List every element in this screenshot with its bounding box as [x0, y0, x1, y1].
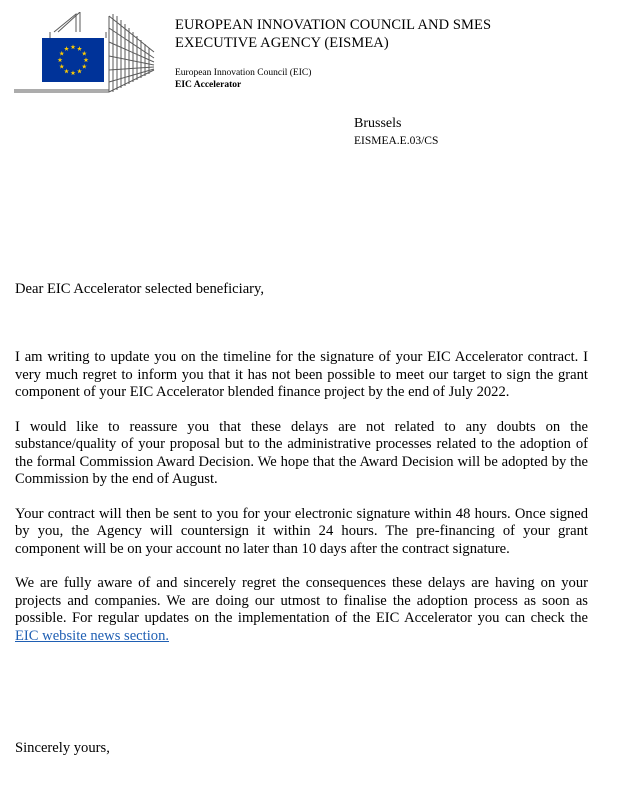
paragraph-with-link — [15, 575, 588, 645]
agency-header — [175, 16, 605, 52]
agency-name-line2: EXECUTIVE AGENCY (EISMEA) — [175, 35, 389, 51]
salutation: Dear EIC Accelerator selected beneficiary, — [15, 281, 265, 297]
city: Brussels — [354, 116, 402, 131]
unit-info — [175, 67, 311, 91]
paragraph: I would like to reassure you that these delays are not related to any doubts on the substance/quality of your proposal but to the administrative processes related to the adoption of the formal Commission Award Decision. We hope that the Award Decision will be adopted by the Commission by the end of August. — [15, 418, 588, 487]
reference-number: EISMEA.E.03/CS — [354, 135, 439, 147]
programme-name: EIC Accelerator — [175, 80, 242, 90]
paragraph-text: We are fully aware of and sincerely regret the consequences these delays are having on your projects and companies. We are doing our utmost to finalise the adoption process as soon as possible. For regular updates on the implementation of the EIC Accelerator you can check the — [15, 575, 588, 626]
paragraph: I am writing to update you on the timeline for the signature of your EIC Accelerator contract. I very much regret to inform you that it has not been possible to meet our target to sign the grant component of your EIC Accelerator blended finance project by the end of July 2022. — [15, 349, 588, 400]
place-reference — [354, 115, 438, 149]
eic-news-link[interactable]: EIC website news section. — [15, 627, 170, 644]
ec-logo-graphic — [14, 12, 162, 94]
agency-name-line1: EUROPEAN INNOVATION COUNCIL AND SMES — [175, 17, 492, 33]
european-commission-logo — [14, 12, 162, 94]
closing: Sincerely yours, — [15, 740, 110, 756]
letter-body — [15, 349, 588, 662]
unit-name: European Innovation Council (EIC) — [175, 68, 312, 78]
agency-name — [175, 16, 605, 52]
paragraph: Your contract will then be sent to you for your electronic signature within 48 hours. Once signed by you, the Agency will countersign it within 24 hours. The pre-financing of your grant component will be on your account no later than 10 days after the contract signature. — [15, 505, 588, 557]
